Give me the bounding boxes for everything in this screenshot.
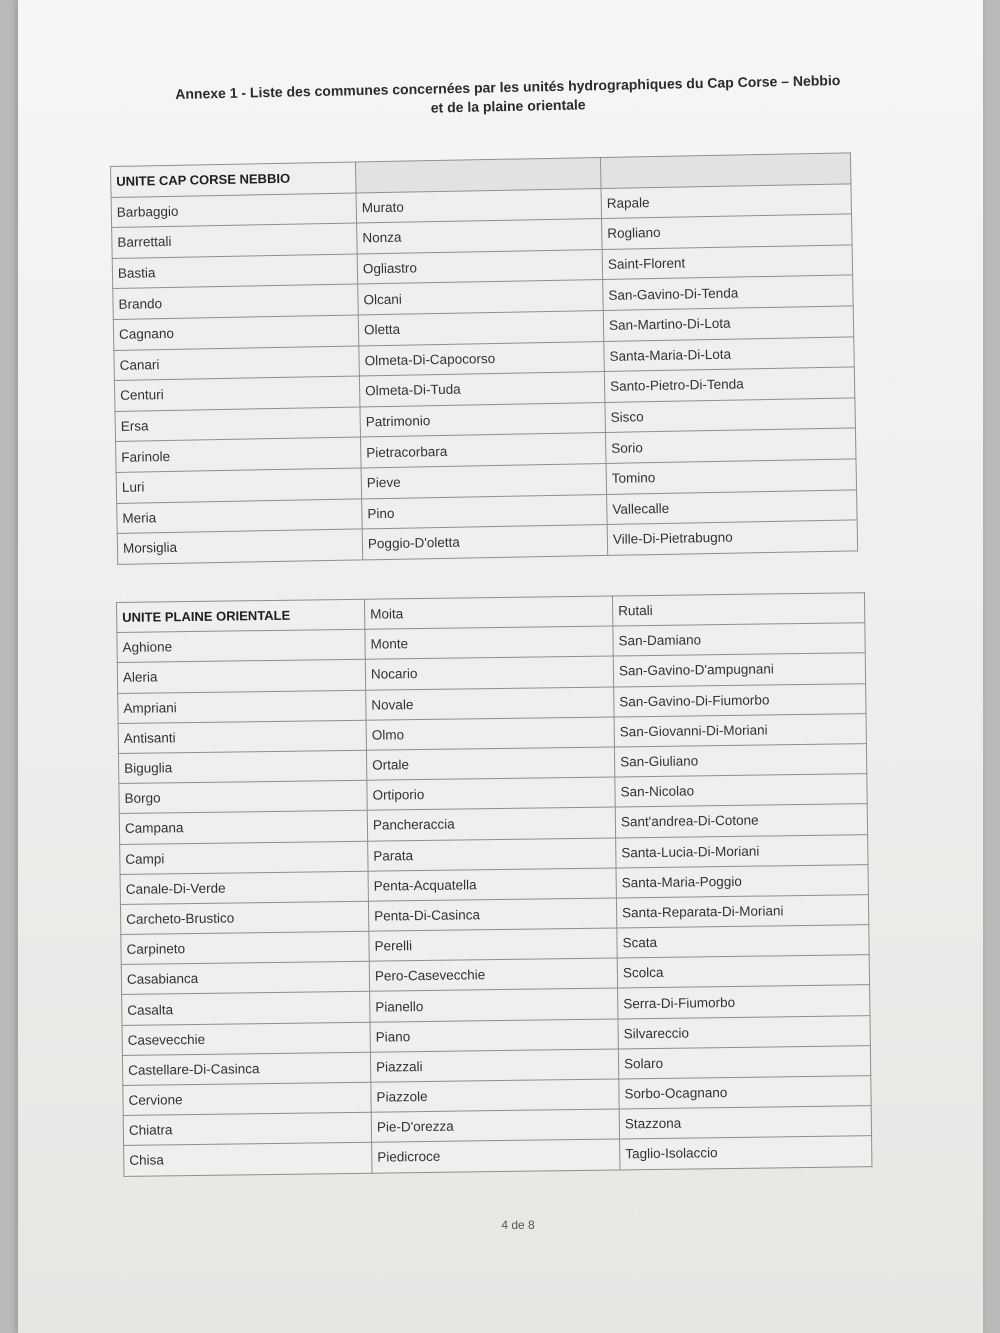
commune-cell: Ortiporio (367, 777, 615, 810)
page-number: 4 de 8 (501, 1218, 535, 1232)
title-line-2: et de la plaine orientale (430, 96, 586, 116)
commune-cell: Sorio (605, 428, 856, 463)
commune-cell: Antisanti (118, 720, 366, 753)
commune-cell: Barbaggio (111, 193, 357, 228)
commune-cell: Carpineto (121, 931, 369, 964)
commune-cell: Parata (368, 837, 616, 870)
commune-cell: Pianello (370, 988, 618, 1021)
commune-cell: Silvareccio (618, 1015, 870, 1048)
document-page (18, 0, 983, 1333)
commune-cell: Scolca (617, 955, 869, 988)
commune-cell: Novale (366, 687, 614, 720)
commune-cell: San-Nicolao (615, 774, 867, 807)
commune-cell: Perelli (369, 928, 617, 961)
commune-cell: Murato (356, 188, 602, 223)
commune-cell: Olmo (366, 717, 614, 750)
title-line-1: Annexe 1 - Liste des communes concernées par les unités hydrographiques du Cap Corse – Nebbio (175, 72, 841, 102)
commune-cell: Pino (362, 494, 608, 529)
commune-cell: Nonza (357, 219, 603, 254)
commune-cell: Centuri (114, 376, 360, 411)
commune-cell: Casabianca (121, 961, 369, 994)
commune-cell: Canari (114, 346, 360, 381)
commune-cell: Castellare-Di-Casinca (122, 1052, 370, 1085)
commune-cell: Ortale (366, 747, 614, 780)
commune-cell: Chisa (124, 1143, 372, 1176)
blank-header-cell (600, 153, 851, 188)
commune-cell: San-Giovanni-Di-Moriani (614, 713, 866, 746)
blank-header-cell (355, 158, 601, 193)
commune-cell: Chiatra (123, 1112, 371, 1145)
commune-cell: Meria (117, 498, 363, 533)
commune-cell: Monte (365, 626, 613, 659)
communes-table-2 (116, 592, 872, 1176)
commune-cell: Cagnano (113, 315, 359, 350)
commune-cell: Carcheto-Brustico (120, 901, 368, 934)
commune-cell: Sant'andrea-Di-Cotone (615, 804, 867, 837)
commune-cell: Santa-Reparata-Di-Moriani (616, 895, 868, 928)
table-header-cell: UNITE CAP CORSE NEBBIO (111, 162, 357, 197)
commune-cell: Pie-D'orezza (371, 1109, 619, 1142)
commune-cell: Sorbo-Ocagnano (619, 1076, 871, 1109)
commune-cell: Pietracorbara (361, 433, 607, 468)
commune-cell: Stazzona (619, 1106, 871, 1139)
commune-cell: Biguglia (118, 750, 366, 783)
commune-cell: Pero-Casevecchie (369, 958, 617, 991)
commune-cell: Farinole (116, 437, 362, 472)
commune-cell: Bastia (112, 254, 358, 289)
commune-cell: Piazzole (371, 1079, 619, 1112)
commune-cell: Casevecchie (122, 1022, 370, 1055)
table-plaine-orientale (116, 592, 872, 1176)
commune-cell: Rapale (601, 184, 852, 219)
commune-cell: Scata (617, 925, 869, 958)
commune-cell: Aghione (117, 629, 365, 662)
commune-cell: Canale-Di-Verde (120, 871, 368, 904)
commune-cell: Taglio-Isolaccio (620, 1136, 872, 1169)
commune-cell: Campana (119, 811, 367, 844)
commune-cell: San-Gavino-D'ampugnani (613, 653, 865, 686)
table-header-cell: UNITE PLAINE ORIENTALE (117, 599, 365, 632)
page-title (78, 69, 939, 125)
commune-cell: Aleria (117, 660, 365, 693)
commune-cell: San-Giuliano (614, 744, 866, 777)
commune-cell: Ogliastro (357, 249, 603, 284)
commune-cell: Olmeta-Di-Capocorso (359, 341, 605, 376)
commune-cell: Ersa (115, 407, 361, 442)
commune-cell: San-Martino-Di-Lota (603, 306, 854, 341)
commune-cell: Nocario (365, 656, 613, 689)
commune-cell: Barrettali (112, 223, 358, 258)
commune-cell: Penta-Di-Casinca (368, 898, 616, 931)
commune-cell: Pancheraccia (367, 807, 615, 840)
commune-cell: Santa-Maria-Di-Lota (604, 336, 855, 371)
communes-table-1 (110, 152, 858, 564)
commune-cell: Solaro (618, 1045, 870, 1078)
commune-cell: Santa-Maria-Poggio (616, 864, 868, 897)
commune-cell: Saint-Florent (602, 245, 853, 280)
commune-cell: Cervione (123, 1082, 371, 1115)
commune-cell: Campi (120, 841, 368, 874)
commune-cell: Casalta (122, 992, 370, 1025)
commune-cell: Sisco (605, 398, 856, 433)
commune-cell: Olmeta-Di-Tuda (359, 372, 605, 407)
commune-cell: Borgo (119, 780, 367, 813)
commune-cell: Ampriani (118, 690, 366, 723)
commune-cell: San-Damiano (613, 623, 865, 656)
commune-cell: San-Gavino-Di-Fiumorbo (614, 683, 866, 716)
commune-cell: Poggio-D'oletta (362, 525, 608, 560)
commune-cell: Ville-Di-Pietrabugno (607, 520, 858, 555)
commune-cell: Brando (113, 284, 359, 319)
commune-cell: Piano (370, 1019, 618, 1052)
commune-cell: Rutali (612, 593, 864, 626)
commune-cell: Patrimonio (360, 402, 606, 437)
commune-cell: Santa-Lucia-Di-Moriani (616, 834, 868, 867)
commune-cell: Moita (364, 596, 612, 629)
commune-cell: San-Gavino-Di-Tenda (603, 275, 854, 310)
commune-cell: Serra-Di-Fiumorbo (618, 985, 870, 1018)
commune-cell: Morsiglia (117, 529, 363, 564)
table-cap-corse-nebbio (110, 152, 858, 564)
commune-cell: Luri (116, 468, 362, 503)
commune-cell: Penta-Acquatella (368, 868, 616, 901)
commune-cell: Rogliano (602, 214, 853, 249)
commune-cell: Vallecalle (607, 489, 858, 524)
commune-cell: Pieve (361, 463, 607, 498)
commune-cell: Tomino (606, 459, 857, 494)
commune-cell: Oletta (358, 310, 604, 345)
commune-cell: Olcani (358, 280, 604, 315)
commune-cell: Piazzali (370, 1049, 618, 1082)
commune-cell: Piedicroce (372, 1139, 620, 1172)
commune-cell: Santo-Pietro-Di-Tenda (604, 367, 855, 402)
